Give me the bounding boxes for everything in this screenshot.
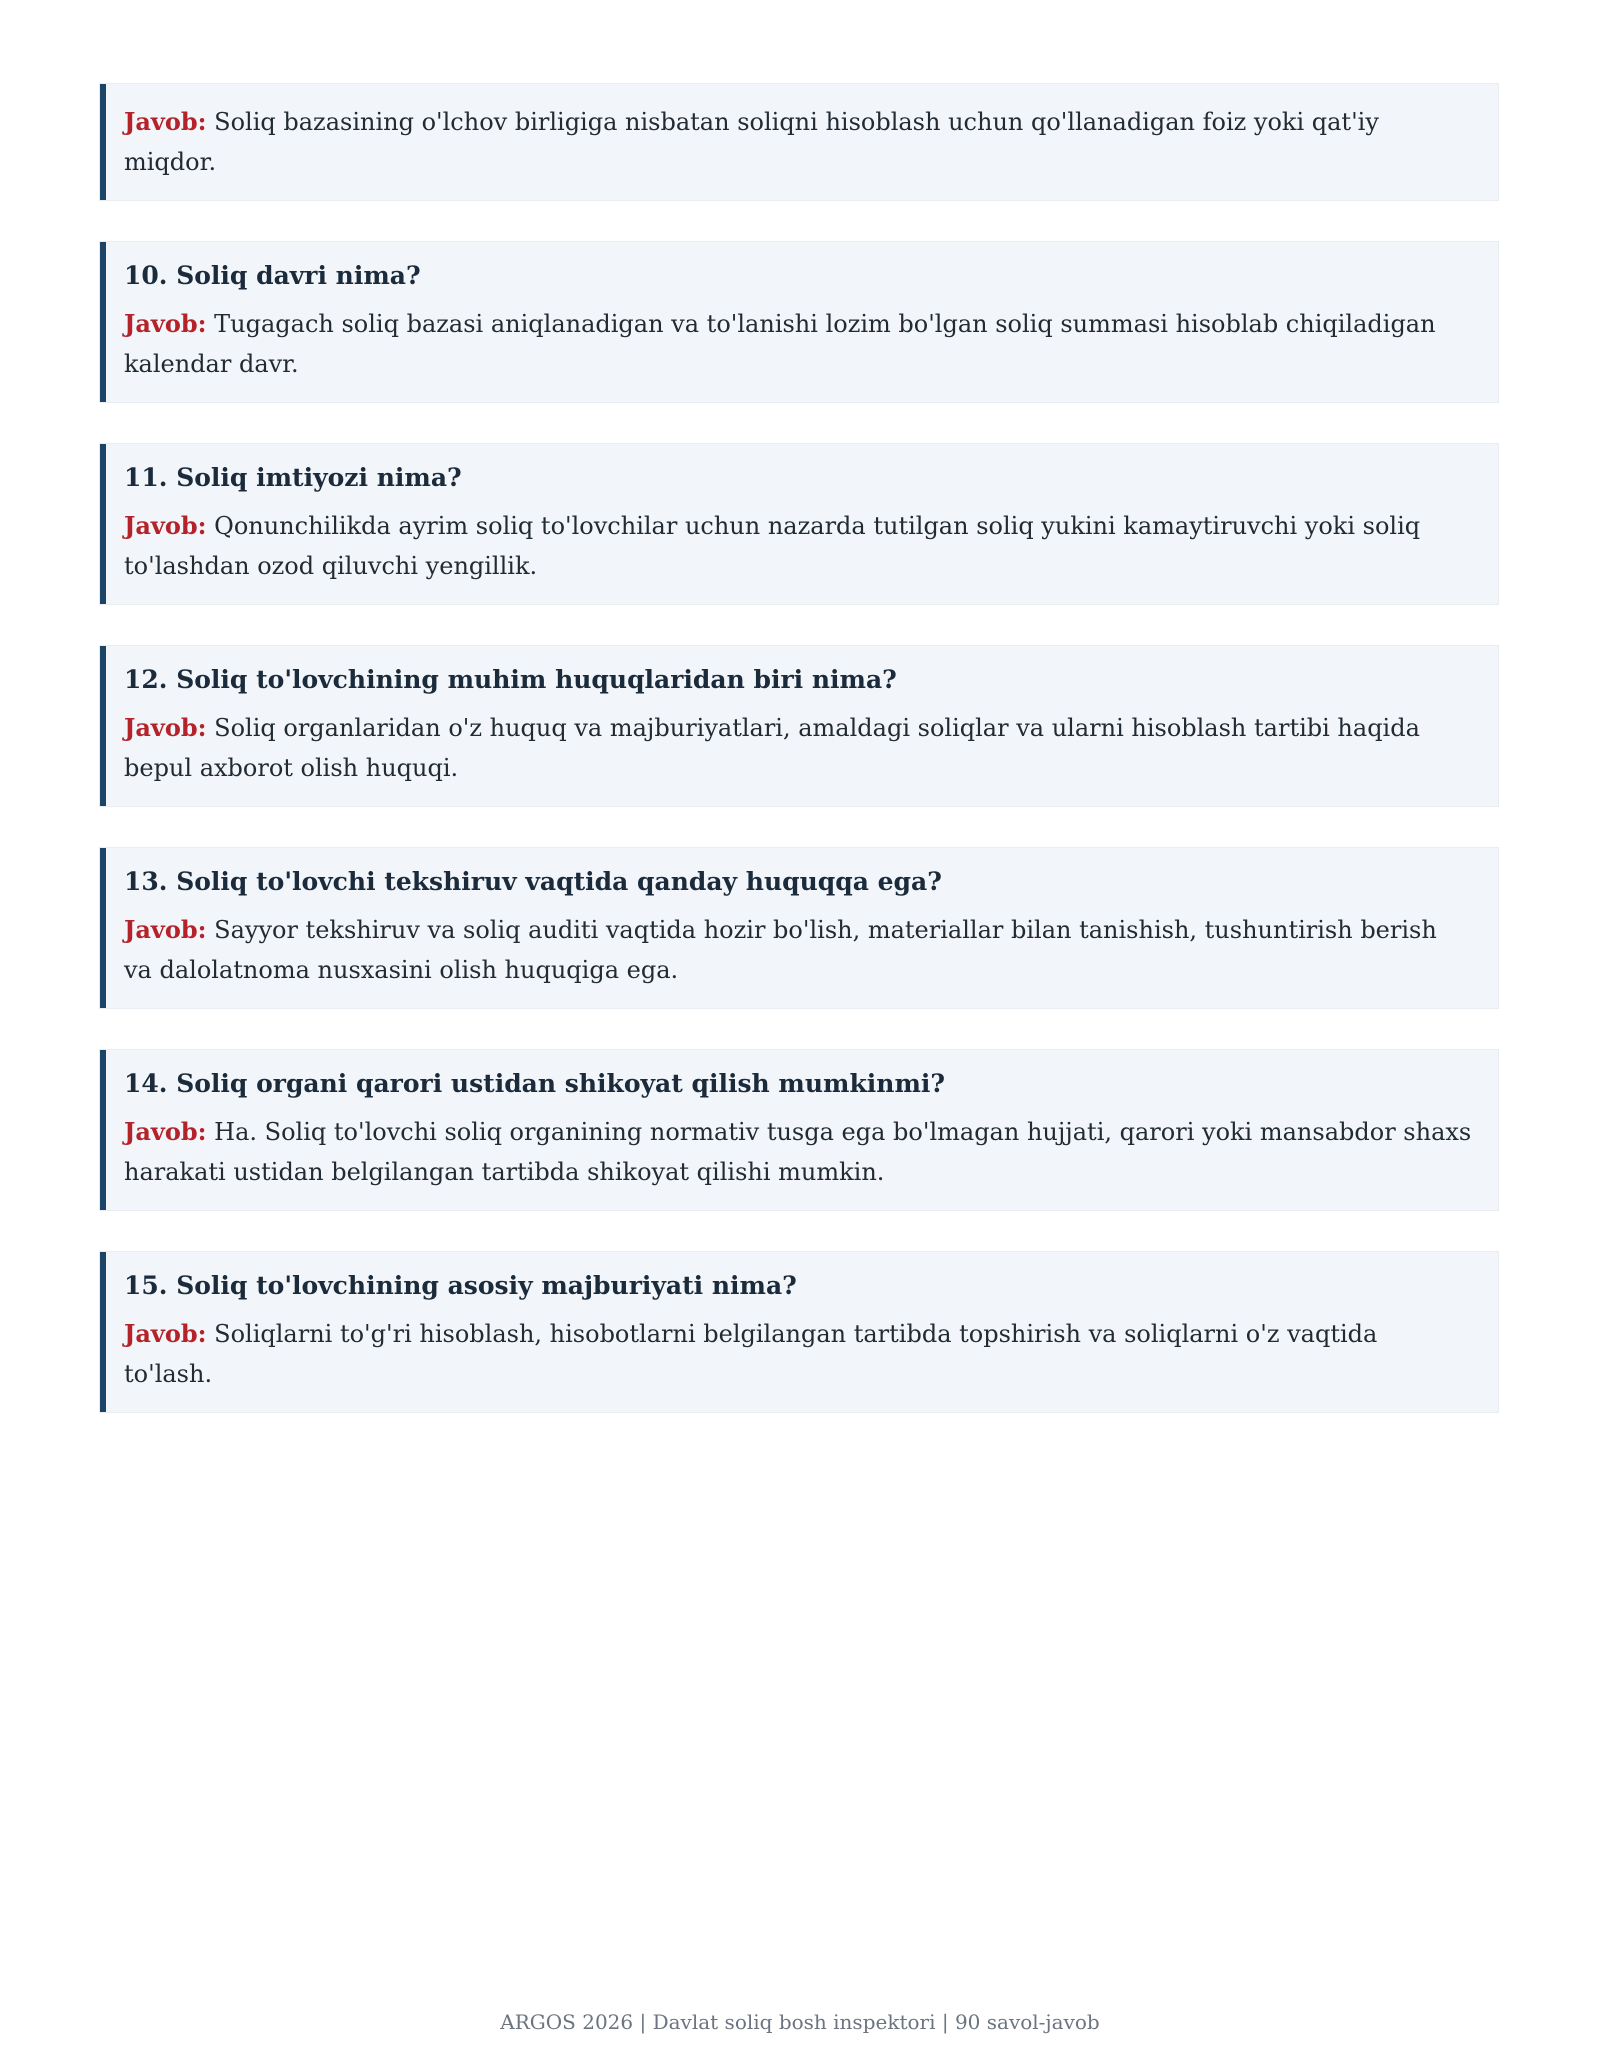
answer-label: Javob:	[124, 713, 207, 742]
qa-card-12	[100, 646, 1498, 806]
answer-text: Soliqlarni to'g'ri hisoblash, hisobotlarni belgilangan tartibda topshirish va soliqlarni o'z vaqtida to'lash.	[124, 1320, 1378, 1388]
qa-card-9	[100, 84, 1498, 200]
qa-list	[100, 84, 1498, 1454]
answer	[124, 506, 1472, 586]
answer-label: Javob:	[124, 1319, 207, 1348]
answer-label: Javob:	[124, 1117, 207, 1146]
qa-card-10	[100, 242, 1498, 402]
question-title: 15. Soliq to'lovchining asosiy majburiyati nima?	[124, 1271, 797, 1300]
answer-text: Qonunchilikda ayrim soliq to'lovchilar uchun nazarda tutilgan soliq yukini kamaytiruvchi yoki soliq to'lashdan ozod qiluvchi yengillik.	[124, 512, 1421, 580]
answer-label: Javob:	[124, 915, 207, 944]
question-title: 10. Soliq davri nima?	[124, 261, 421, 290]
answer	[124, 1314, 1472, 1394]
question-title: 14. Soliq organi qarori ustidan shikoyat qilish mumkinmi?	[124, 1069, 946, 1098]
answer-label: Javob:	[124, 511, 207, 540]
answer-text: Sayyor tekshiruv va soliq auditi vaqtida hozir bo'lish, materiallar bilan tanishish, tushuntirish berish va dalolatnoma nusxasini olish huquqiga ega.	[124, 916, 1437, 984]
answer-text: Tugagach soliq bazasi aniqlanadigan va to'lanishi lozim bo'lgan soliq summasi hisoblab chiqiladigan kalendar davr.	[124, 310, 1436, 378]
qa-card-15	[100, 1252, 1498, 1412]
qa-card-14	[100, 1050, 1498, 1210]
answer-label: Javob:	[124, 309, 207, 338]
qa-card-11	[100, 444, 1498, 604]
answer-label: Javob:	[124, 107, 207, 136]
answer	[124, 910, 1472, 990]
answer-text: Soliq bazasining o'lchov birligiga nisbatan soliqni hisoblash uchun qo'llanadigan foiz yoki qat'iy miqdor.	[124, 108, 1379, 176]
question-title: 12. Soliq to'lovchining muhim huquqlaridan biri nima?	[124, 665, 897, 694]
answer-text: Soliq organlaridan o'z huquq va majburiyatlari, amaldagi soliqlar va ularni hisoblash tartibi haqida bepul axborot olish huquqi.	[124, 714, 1420, 782]
answer	[124, 102, 1472, 182]
answer	[124, 304, 1472, 384]
question-title: 11. Soliq imtiyozi nima?	[124, 463, 462, 492]
answer-text: Ha. Soliq to'lovchi soliq organining normativ tusga ega bo'lmagan hujjati, qarori yoki mansabdor shaxs harakati ustidan belgilangan tartibda shikoyat qilishi mumkin.	[124, 1118, 1472, 1186]
answer	[124, 1112, 1472, 1192]
page-footer: ARGOS 2026 | Davlat soliq bosh inspektori | 90 savol-javob	[500, 2010, 1100, 2034]
question-title: 13. Soliq to'lovchi tekshiruv vaqtida qanday huquqqa ega?	[124, 867, 942, 896]
answer	[124, 708, 1472, 788]
qa-card-13	[100, 848, 1498, 1008]
